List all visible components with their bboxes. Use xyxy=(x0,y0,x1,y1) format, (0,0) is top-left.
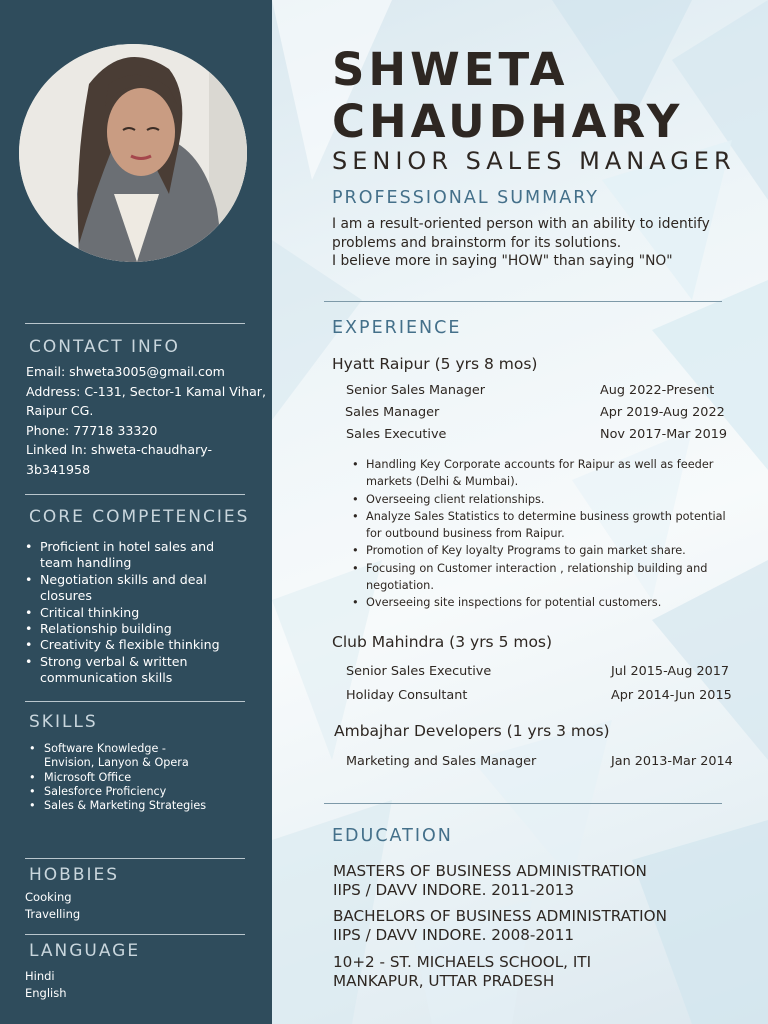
contact-linkedin-line1: Linked In: shweta-chaudhary- xyxy=(26,442,213,457)
contact-address-line2: Raipur CG. xyxy=(26,403,94,418)
list-item: • Relationship building xyxy=(25,621,235,637)
list-item: • Microsoft Office xyxy=(29,771,209,785)
education-entry xyxy=(333,953,591,990)
hobbies-list xyxy=(25,889,80,923)
institution: MANKAPUR, UTTAR PRADESH xyxy=(333,971,555,990)
contact-address-line1: Address: C-131, Sector-1 Kamal Vihar, xyxy=(26,383,266,399)
list-item: • Salesforce Proficiency xyxy=(29,785,209,799)
list-item: • Handling Key Corporate accounts for Raipur as well as feeder markets (Delhi & Mumbai). xyxy=(352,456,732,491)
profile-photo-illustration xyxy=(19,44,247,262)
divider xyxy=(25,494,245,495)
role-dates: Apr 2014-Jun 2015 xyxy=(611,688,732,703)
role-title: Holiday Consultant xyxy=(346,688,468,703)
list-item: Travelling xyxy=(25,907,81,921)
list-item: • Promotion of Key loyalty Programs to gain market share. xyxy=(352,542,732,559)
name-first: SHWETA xyxy=(332,43,569,96)
list-item: Cooking xyxy=(25,890,72,904)
role-title: Sales Manager xyxy=(345,405,440,420)
company-name: Hyatt Raipur (5 yrs 8 mos) xyxy=(332,355,538,373)
institution: IIPS / DAVV INDORE. 2008-2011 xyxy=(333,925,575,944)
divider xyxy=(25,701,245,702)
contact-heading: CONTACT INFO xyxy=(29,337,180,357)
list-item: Hindi xyxy=(25,969,55,983)
divider xyxy=(25,858,245,859)
role-row xyxy=(346,688,732,703)
role-title: Senior Sales Manager xyxy=(346,383,486,398)
role-row xyxy=(346,383,726,398)
role-title: Marketing and Sales Manager xyxy=(346,754,537,769)
list-item: • Proficient in hotel sales and team handling xyxy=(25,539,235,572)
summary-line: I believe more in saying "HOW" than saying "NO" xyxy=(332,253,673,269)
degree: BACHELORS OF BUSINESS ADMINISTRATION xyxy=(333,907,667,925)
degree: 10+2 - ST. MICHAELS SCHOOL, ITI xyxy=(333,953,592,971)
list-item: • Overseeing site inspections for potential customers. xyxy=(352,594,732,611)
role-row xyxy=(345,405,725,420)
list-item: • Analyze Sales Statistics to determine business growth potential for outbound business from Raipur. xyxy=(352,508,732,543)
divider xyxy=(25,934,245,935)
summary-heading: PROFESSIONAL SUMMARY xyxy=(332,188,599,208)
job-title: SENIOR SALES MANAGER xyxy=(332,147,736,175)
contact-info xyxy=(26,362,266,479)
candidate-name xyxy=(332,44,683,148)
responsibilities-list xyxy=(352,456,732,612)
divider xyxy=(324,803,722,804)
competencies-list xyxy=(25,539,235,687)
skills-heading: SKILLS xyxy=(29,712,98,732)
list-item: • Overseeing client relationships. xyxy=(352,491,732,508)
competencies-heading: CORE COMPETENCIES xyxy=(29,507,250,527)
summary-line: I am a result-oriented person with an ability to identify xyxy=(332,216,710,232)
divider xyxy=(324,301,722,302)
role-row xyxy=(346,664,730,679)
education-heading: EDUCATION xyxy=(332,826,453,846)
role-title: Senior Sales Executive xyxy=(346,664,492,679)
language-list xyxy=(25,968,67,1002)
institution: IIPS / DAVV INDORE. 2011-2013 xyxy=(333,880,575,899)
role-dates: Nov 2017-Mar 2019 xyxy=(600,427,728,442)
degree: MASTERS OF BUSINESS ADMINISTRATION xyxy=(333,862,647,880)
role-row xyxy=(346,754,733,769)
sidebar xyxy=(0,0,272,1024)
list-item: • Critical thinking xyxy=(25,605,235,621)
skills-list xyxy=(29,742,209,813)
list-item: • Creativity & flexible thinking xyxy=(25,637,235,653)
divider xyxy=(25,323,245,324)
role-row xyxy=(346,427,726,442)
name-last: CHAUDHARY xyxy=(332,95,684,148)
list-item: • Software Knowledge - Envision, Lanyon & Opera xyxy=(29,742,209,771)
list-item: English xyxy=(25,986,67,1000)
contact-email: Email: shweta3005@gmail.com xyxy=(26,364,225,379)
list-item: • Negotiation skills and deal closures xyxy=(25,572,235,605)
main-content xyxy=(272,0,768,1024)
role-dates: Aug 2022-Present xyxy=(600,383,715,398)
company-name: Club Mahindra (3 yrs 5 mos) xyxy=(332,633,553,651)
role-dates: Apr 2019-Aug 2022 xyxy=(600,405,725,420)
experience-heading: EXPERIENCE xyxy=(332,318,462,338)
education-entry xyxy=(333,907,667,944)
list-item: • Focusing on Customer interaction , relationship building and negotiation. xyxy=(352,560,732,595)
role-dates: Jul 2015-Aug 2017 xyxy=(611,664,730,679)
contact-linkedin-line2: 3b341958 xyxy=(26,461,91,477)
profile-photo xyxy=(19,44,247,262)
summary-line: problems and brainstorm for its solutions. xyxy=(332,234,622,251)
role-dates: Jan 2013-Mar 2014 xyxy=(611,754,733,769)
contact-phone: Phone: 77718 33320 xyxy=(26,422,158,438)
education-entry xyxy=(333,862,647,899)
role-title: Sales Executive xyxy=(346,427,447,442)
company-name: Ambajhar Developers (1 yrs 3 mos) xyxy=(334,722,610,740)
summary-text xyxy=(332,215,752,271)
hobbies-heading: HOBBIES xyxy=(29,865,120,885)
list-item: • Sales & Marketing Strategies xyxy=(29,799,209,813)
language-heading: LANGUAGE xyxy=(29,941,141,961)
list-item: • Strong verbal & written communication skills xyxy=(25,654,235,687)
